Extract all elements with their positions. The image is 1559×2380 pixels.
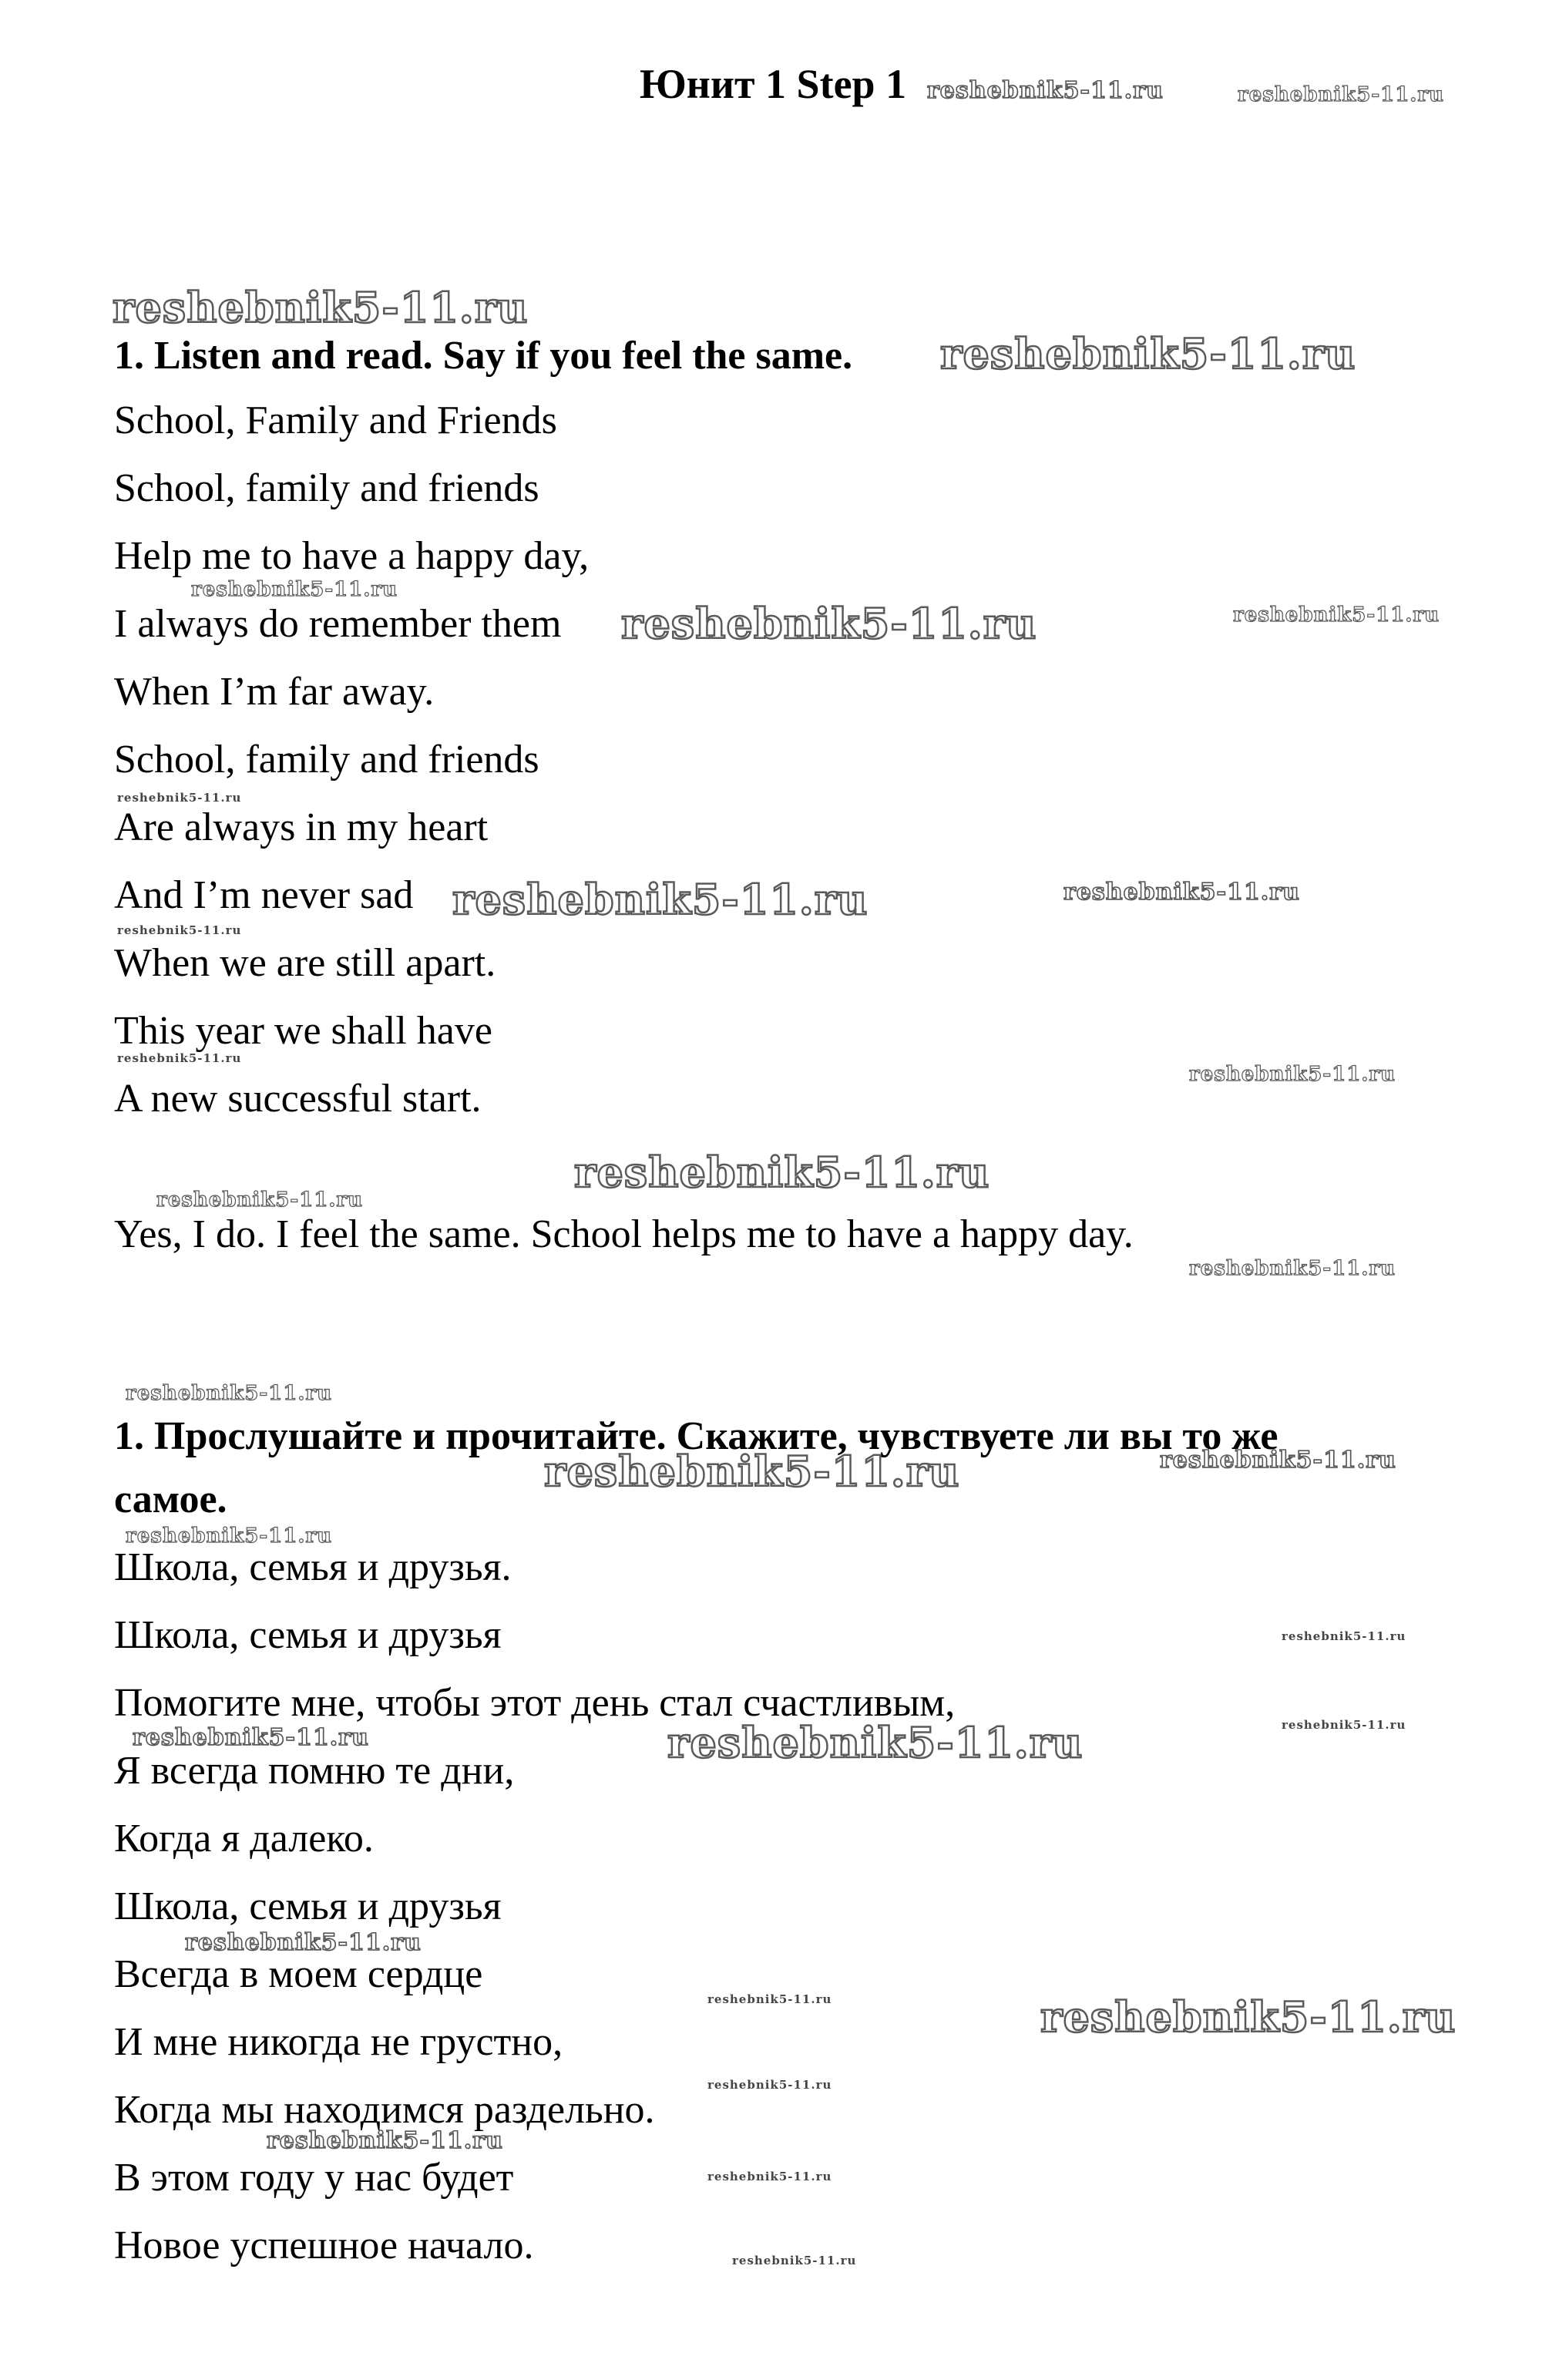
watermark: reshebnik5-11.ru xyxy=(185,1929,422,1956)
watermark: reshebnik5-11.ru xyxy=(940,329,1356,378)
watermark: reshebnik5-11.ru xyxy=(707,2078,832,2092)
english-answer: Yes, I do. I feel the same. School helps me to have a happy day. xyxy=(114,1212,1134,1256)
russian-line: Когда я далеко. xyxy=(114,1817,374,1861)
english-line: This year we shall have xyxy=(114,1009,492,1053)
russian-line: Я всегда помню те дни, xyxy=(114,1749,515,1793)
watermark: reshebnik5-11.ru xyxy=(544,1447,960,1496)
watermark: reshebnik5-11.ru xyxy=(156,1188,364,1212)
watermark: reshebnik5-11.ru xyxy=(927,77,1164,104)
english-line: And I’m never sad xyxy=(114,873,414,917)
watermark: reshebnik5-11.ru xyxy=(117,791,242,805)
watermark: reshebnik5-11.ru xyxy=(117,923,242,937)
russian-line: Школа, семья и друзья. xyxy=(114,1545,512,1589)
watermark: reshebnik5-11.ru xyxy=(1233,603,1440,627)
russian-line: Школа, семья и друзья xyxy=(114,1613,502,1657)
english-line: A new successful start. xyxy=(114,1077,482,1121)
english-heading: 1. Listen and read. Say if you feel the same. xyxy=(114,334,853,378)
watermark: reshebnik5-11.ru xyxy=(574,1148,990,1197)
watermark: reshebnik5-11.ru xyxy=(1189,1063,1396,1086)
english-line: When I’m far away. xyxy=(114,670,435,714)
watermark: reshebnik5-11.ru xyxy=(1040,1992,1457,2042)
watermark: reshebnik5-11.ru xyxy=(1282,1718,1406,1732)
russian-line: Новое успешное начало. xyxy=(114,2224,534,2267)
page-title: Юнит 1 Step 1 xyxy=(640,61,907,107)
watermark: reshebnik5-11.ru xyxy=(1282,1629,1406,1643)
watermark: reshebnik5-11.ru xyxy=(707,1992,832,2006)
english-line: Help me to have a happy day, xyxy=(114,534,590,578)
english-line: Are always in my heart xyxy=(114,805,489,849)
watermark: reshebnik5-11.ru xyxy=(133,1724,369,1751)
watermark: reshebnik5-11.ru xyxy=(452,875,869,924)
watermark: reshebnik5-11.ru xyxy=(1238,83,1445,106)
watermark: reshebnik5-11.ru xyxy=(621,599,1037,648)
watermark: reshebnik5-11.ru xyxy=(732,2254,857,2267)
russian-line: Когда мы находимся раздельно. xyxy=(114,2088,655,2132)
russian-line: Помогите мне, чтобы этот день стал счастливым, xyxy=(114,1681,956,1725)
watermark: reshebnik5-11.ru xyxy=(113,283,529,332)
watermark: reshebnik5-11.ru xyxy=(707,2170,832,2183)
russian-heading-line2: самое. xyxy=(114,1477,227,1521)
watermark: reshebnik5-11.ru xyxy=(1189,1257,1396,1280)
watermark: reshebnik5-11.ru xyxy=(126,1382,333,1405)
watermark: reshebnik5-11.ru xyxy=(117,1051,242,1065)
watermark: reshebnik5-11.ru xyxy=(267,2127,503,2154)
russian-line: И мне никогда не грустно, xyxy=(114,2020,563,2064)
english-line: I always do remember them xyxy=(114,602,562,646)
watermark: reshebnik5-11.ru xyxy=(667,1718,1084,1767)
watermark: reshebnik5-11.ru xyxy=(1063,879,1300,906)
russian-line: В этом году у нас будет xyxy=(114,2156,514,2200)
watermark: reshebnik5-11.ru xyxy=(191,578,398,601)
english-line: School, family and friends xyxy=(114,466,539,510)
english-line: School, Family and Friends xyxy=(114,398,557,442)
english-line: School, family and friends xyxy=(114,738,539,782)
watermark: reshebnik5-11.ru xyxy=(1160,1447,1396,1474)
russian-line: Школа, семья и друзья xyxy=(114,1884,502,1928)
watermark: reshebnik5-11.ru xyxy=(126,1524,333,1548)
russian-heading-line1: 1. Прослушайте и прочитайте. Скажите, чувствуете ли вы то же xyxy=(114,1414,1278,1458)
english-line: When we are still apart. xyxy=(114,941,496,985)
russian-line: Всегда в моем сердце xyxy=(114,1952,483,1996)
